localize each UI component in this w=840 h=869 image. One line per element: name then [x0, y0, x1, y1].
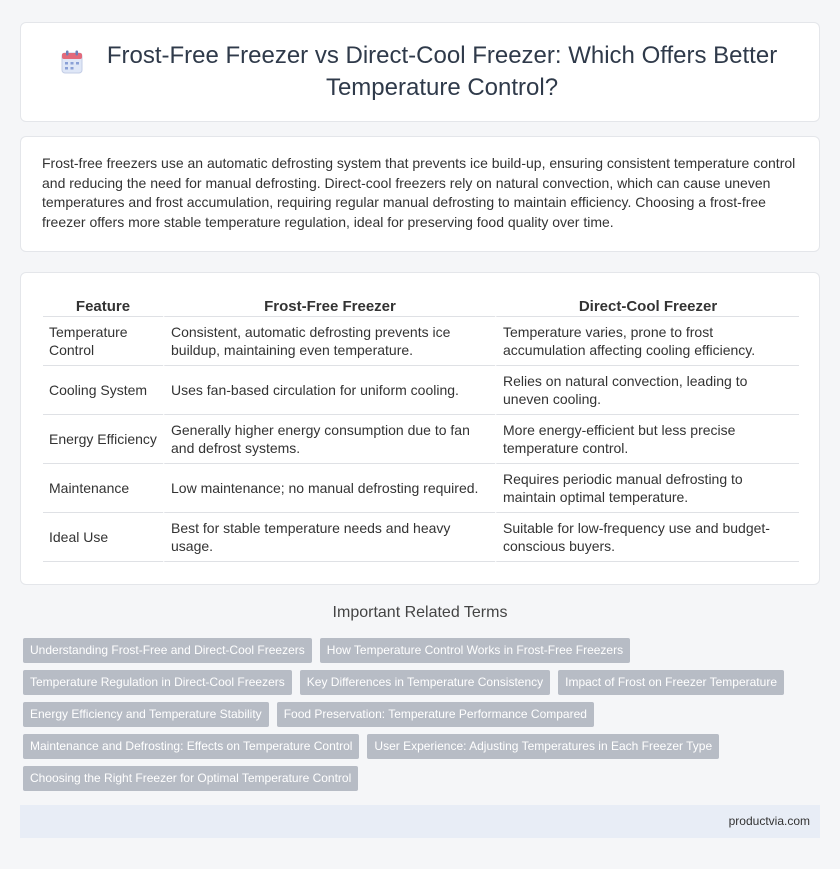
related-term-tag[interactable]: Impact of Frost on Freezer Temperature	[558, 670, 784, 695]
header-frost-free: Frost-Free Freezer	[163, 290, 495, 317]
header-card	[20, 22, 820, 122]
table-header-row	[43, 290, 799, 317]
intro-card	[20, 136, 820, 252]
direct-cool-cell: Relies on natural convection, leading to uneven cooling.	[495, 366, 799, 415]
direct-cool-cell: Temperature varies, prone to frost accumulation affecting cooling efficiency.	[495, 317, 799, 366]
footer-site-link[interactable]: productvia.com	[728, 814, 810, 828]
related-term-tag[interactable]: Energy Efficiency and Temperature Stability	[23, 702, 269, 727]
calendar-icon	[61, 50, 83, 74]
feature-cell: Maintenance	[43, 464, 163, 513]
related-term-tag[interactable]: Food Preservation: Temperature Performance Compared	[277, 702, 594, 727]
related-term-tag[interactable]: User Experience: Adjusting Temperatures in Each Freezer Type	[367, 734, 719, 759]
tag-row	[23, 638, 823, 663]
feature-cell: Temperature Control	[43, 317, 163, 366]
frost-free-cell: Low maintenance; no manual defrosting required.	[163, 464, 495, 513]
frost-free-cell: Best for stable temperature needs and heavy usage.	[163, 513, 495, 562]
tag-row	[23, 766, 823, 791]
related-term-tag[interactable]: How Temperature Control Works in Frost-Free Freezers	[320, 638, 630, 663]
table-row	[43, 464, 799, 513]
related-term-tag[interactable]: Maintenance and Defrosting: Effects on Temperature Control	[23, 734, 359, 759]
footer	[20, 805, 820, 838]
feature-cell: Ideal Use	[43, 513, 163, 562]
page-title: Frost-Free Freezer vs Direct-Cool Freezer: Which Offers Better Temperature Control?	[106, 42, 778, 101]
related-term-tag[interactable]: Key Differences in Temperature Consistency	[300, 670, 550, 695]
feature-cell: Cooling System	[43, 366, 163, 415]
tag-row	[23, 734, 823, 759]
header-direct-cool: Direct-Cool Freezer	[495, 290, 799, 317]
intro-paragraph: Frost-free freezers use an automatic defrosting system that prevents ice build-up, ensuring consistent temperature control and reducing the need for manual defrosting. Direct-cool freezers rely on natural convection, which can cause uneven temperatures and frost accumulation, requiring regular manual defrosting to maintain efficiency. Choosing a frost-free freezer offers more stable temperature regulation, ideal for preserving food quality over time.	[42, 155, 796, 230]
comparison-card	[20, 272, 820, 585]
frost-free-cell: Generally higher energy consumption due to fan and defrost systems.	[163, 415, 495, 464]
related-terms-list	[23, 638, 823, 798]
comparison-table	[43, 290, 799, 562]
frost-free-cell: Uses fan-based circulation for uniform cooling.	[163, 366, 495, 415]
table-row	[43, 415, 799, 464]
direct-cool-cell: Suitable for low-frequency use and budget-conscious buyers.	[495, 513, 799, 562]
direct-cool-cell: Requires periodic manual defrosting to maintain optimal temperature.	[495, 464, 799, 513]
table-row	[43, 317, 799, 366]
feature-cell: Energy Efficiency	[43, 415, 163, 464]
related-term-tag[interactable]: Choosing the Right Freezer for Optimal Temperature Control	[23, 766, 358, 791]
header-feature: Feature	[43, 290, 163, 317]
table-row	[43, 513, 799, 562]
related-term-tag[interactable]: Understanding Frost-Free and Direct-Cool Freezers	[23, 638, 312, 663]
frost-free-cell: Consistent, automatic defrosting prevents ice buildup, maintaining even temperature.	[163, 317, 495, 366]
table-row	[43, 366, 799, 415]
tag-row	[23, 702, 823, 727]
direct-cool-cell: More energy-efficient but less precise temperature control.	[495, 415, 799, 464]
tag-row	[23, 670, 823, 695]
related-terms-title: Important Related Terms	[332, 604, 508, 621]
related-term-tag[interactable]: Temperature Regulation in Direct-Cool Freezers	[23, 670, 292, 695]
